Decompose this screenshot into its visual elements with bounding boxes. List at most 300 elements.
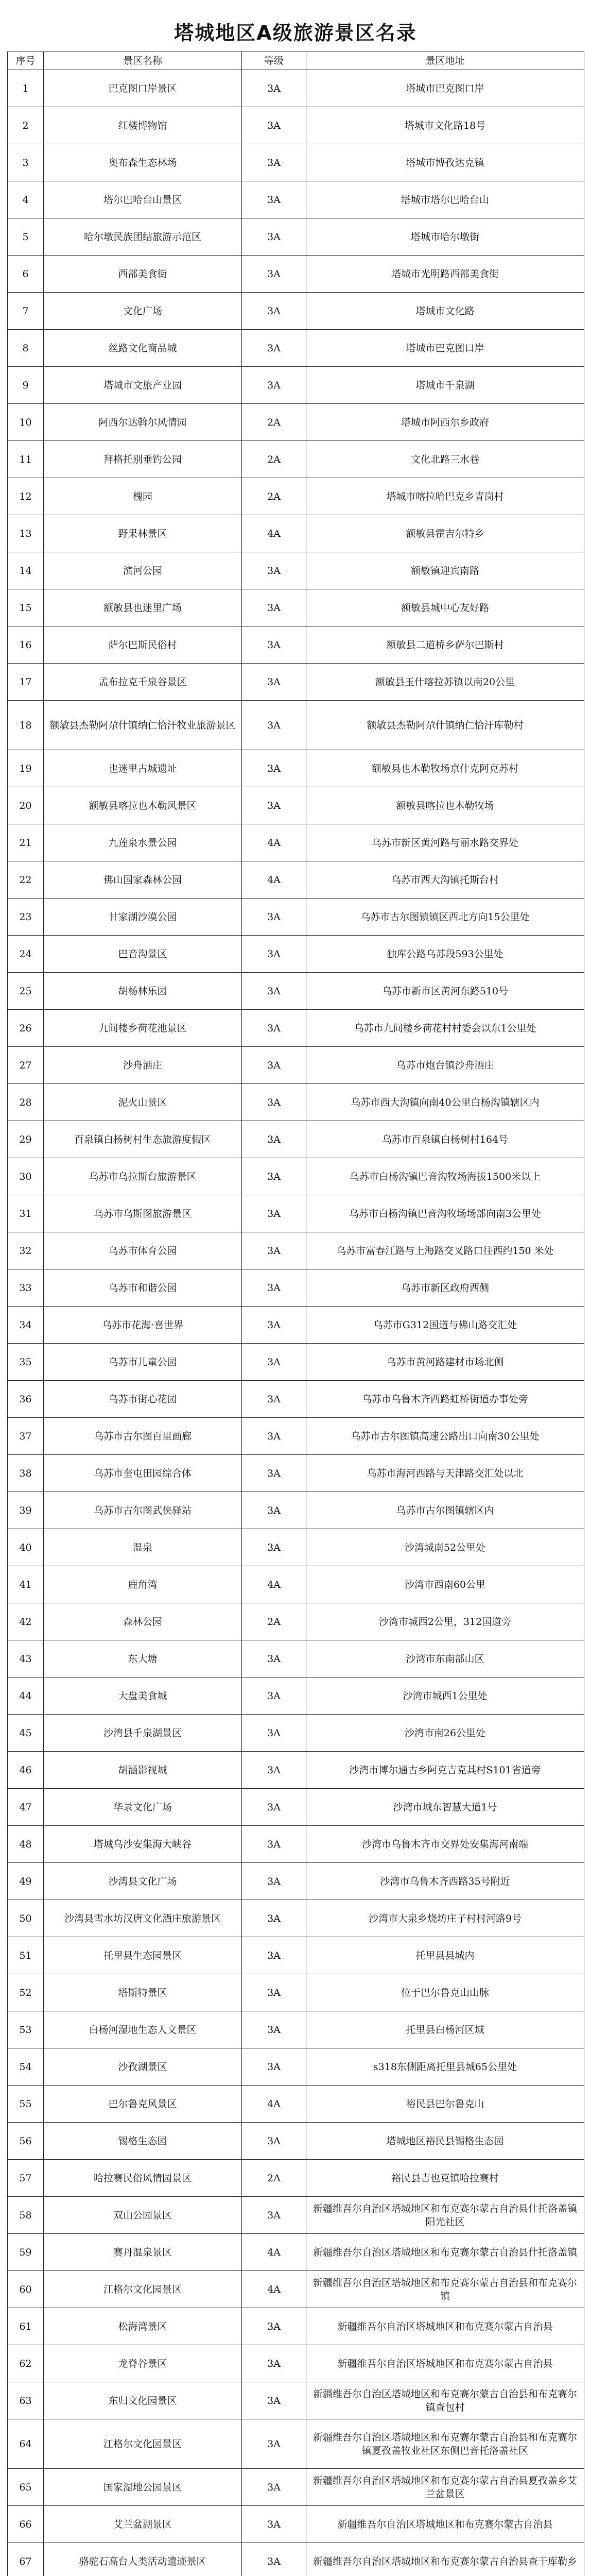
cell-address: 托里县白杨河区域 xyxy=(306,2011,584,2048)
cell-address: 乌苏市黄河路建材市场北侧 xyxy=(306,1344,584,1381)
cell-address: 新疆维吾尔自治区塔城地区和布克赛尔蒙古自治县查干库勒乡 xyxy=(306,2543,584,2576)
cell-address: 裕民县吉也克镇哈拉赛村 xyxy=(306,2160,584,2197)
cell-address: 裕民县巴尔鲁克山 xyxy=(306,2086,584,2123)
cell-no: 14 xyxy=(8,552,44,589)
cell-name: 额敏县喀拉也木勒风景区 xyxy=(44,787,242,824)
cell-name: 沙孜湖景区 xyxy=(44,2048,242,2086)
table-row xyxy=(8,70,584,107)
cell-address: 塔城市塔尔巴哈台山 xyxy=(306,181,584,218)
cell-level: 2A xyxy=(242,404,306,441)
cell-address: 乌苏市海河西路与天津路交汇处以北 xyxy=(306,1455,584,1492)
table-row xyxy=(8,515,584,552)
cell-level: 3A xyxy=(242,2197,306,2234)
table-row xyxy=(8,2469,584,2506)
table-row xyxy=(8,2419,584,2469)
cell-address: 额敏县杰勒阿尕什镇纳仁恰汗库勒村 xyxy=(306,701,584,750)
cell-name: 江格尔文化园景区 xyxy=(44,2419,242,2469)
cell-level: 3A xyxy=(242,899,306,936)
table-row xyxy=(8,1863,584,1900)
cell-name: 九莲泉水景公园 xyxy=(44,824,242,861)
cell-name: 泥火山景区 xyxy=(44,1084,242,1121)
cell-address: 塔城市文化路18号 xyxy=(306,107,584,144)
cell-address: 乌苏市白杨沟镇巴音沟牧场海拔1500米以上 xyxy=(306,1158,584,1195)
cell-name: 乌苏市儿童公园 xyxy=(44,1344,242,1381)
cell-name: 巴音沟景区 xyxy=(44,936,242,973)
cell-address: 沙湾市南26公里处 xyxy=(306,1715,584,1752)
cell-name: 森林公园 xyxy=(44,1603,242,1640)
cell-address: 额敏县喀拉也木勒牧场 xyxy=(306,787,584,824)
cell-address: 额敏县二道桥乡萨尔巴斯村 xyxy=(306,626,584,664)
cell-address: 乌苏市白杨沟镇巴音沟牧场场部向南3公里处 xyxy=(306,1195,584,1232)
cell-address: 乌苏市新市区黄河东路510号 xyxy=(306,973,584,1010)
table-row xyxy=(8,861,584,899)
cell-no: 10 xyxy=(8,404,44,441)
cell-address: 沙湾市城西1公里处 xyxy=(306,1677,584,1715)
cell-name: 大盘美食城 xyxy=(44,1677,242,1715)
cell-address: 新疆维吾尔自治区塔城地区和布克赛尔蒙古自治县和布克赛尔镇 xyxy=(306,2271,584,2308)
cell-no: 34 xyxy=(8,1307,44,1344)
cell-address: 塔城市巴克图口岸 xyxy=(306,330,584,367)
table-row xyxy=(8,1084,584,1121)
cell-no: 25 xyxy=(8,973,44,1010)
table-row xyxy=(8,626,584,664)
cell-address: 乌苏市新区黄河路与丽水路交界处 xyxy=(306,824,584,861)
cell-level: 3A xyxy=(242,1195,306,1232)
table-row xyxy=(8,1715,584,1752)
cell-address: 沙湾市博尔通古乡阿克吉克其村S101省道旁 xyxy=(306,1752,584,1789)
cell-level: 3A xyxy=(242,330,306,367)
table-row xyxy=(8,181,584,218)
table-row xyxy=(8,973,584,1010)
table-row xyxy=(8,1195,584,1232)
cell-level: 3A xyxy=(242,552,306,589)
cell-no: 2 xyxy=(8,107,44,144)
cell-name: 沙湾县文化广场 xyxy=(44,1863,242,1900)
cell-no: 23 xyxy=(8,899,44,936)
cell-level: 3A xyxy=(242,1047,306,1084)
cell-level: 3A xyxy=(242,787,306,824)
cell-no: 3 xyxy=(8,144,44,181)
cell-name: 塔城市文旅产业园 xyxy=(44,367,242,404)
cell-level: 3A xyxy=(242,107,306,144)
column-header-address: 景区地址 xyxy=(306,52,584,70)
cell-no: 12 xyxy=(8,478,44,515)
cell-no: 42 xyxy=(8,1603,44,1640)
cell-name: 孟布拉克千泉谷景区 xyxy=(44,664,242,701)
cell-no: 66 xyxy=(8,2506,44,2543)
cell-no: 29 xyxy=(8,1121,44,1158)
cell-level: 3A xyxy=(242,256,306,293)
table-row xyxy=(8,1269,584,1307)
table-row xyxy=(8,1455,584,1492)
table-row xyxy=(8,441,584,478)
table-row xyxy=(8,2160,584,2197)
table-row xyxy=(8,899,584,936)
table-row xyxy=(8,107,584,144)
cell-name: 华录文化广场 xyxy=(44,1789,242,1826)
cell-level: 4A xyxy=(242,2271,306,2308)
table-row xyxy=(8,1900,584,1937)
cell-no: 44 xyxy=(8,1677,44,1715)
cell-name: 阿西尔达斡尔风情园 xyxy=(44,404,242,441)
cell-level: 3A xyxy=(242,1640,306,1677)
cell-level: 4A xyxy=(242,2234,306,2271)
table-row xyxy=(8,218,584,256)
cell-name: 东归文化园景区 xyxy=(44,2382,242,2419)
cell-address: 乌苏市古尔图镇辖区内 xyxy=(306,1492,584,1529)
cell-no: 24 xyxy=(8,936,44,973)
cell-level: 3A xyxy=(242,144,306,181)
cell-level: 3A xyxy=(242,1826,306,1863)
cell-level: 3A xyxy=(242,2506,306,2543)
cell-name: 乌苏市古尔图百里画廊 xyxy=(44,1418,242,1455)
table-row xyxy=(8,404,584,441)
table-row xyxy=(8,2271,584,2308)
cell-no: 11 xyxy=(8,441,44,478)
cell-level: 3A xyxy=(242,1789,306,1826)
table-header-row xyxy=(8,52,584,70)
cell-no: 43 xyxy=(8,1640,44,1677)
cell-no: 52 xyxy=(8,1974,44,2011)
cell-name: 胡涵影视城 xyxy=(44,1752,242,1789)
cell-no: 67 xyxy=(8,2543,44,2576)
cell-name: 额敏县也迷里广场 xyxy=(44,589,242,626)
table-row xyxy=(8,1640,584,1677)
cell-address: 独库公路乌苏段593公里处 xyxy=(306,936,584,973)
cell-no: 51 xyxy=(8,1937,44,1974)
cell-level: 4A xyxy=(242,1566,306,1603)
cell-address: 乌苏市古尔图镇镇区西北方向15公里处 xyxy=(306,899,584,936)
table-row xyxy=(8,2308,584,2345)
column-header-name: 景区名称 xyxy=(44,52,242,70)
cell-name: 野果林景区 xyxy=(44,515,242,552)
cell-no: 19 xyxy=(8,750,44,787)
table-row xyxy=(8,1418,584,1455)
cell-level: 3A xyxy=(242,589,306,626)
table-row xyxy=(8,824,584,861)
table-row xyxy=(8,2543,584,2576)
cell-level: 3A xyxy=(242,1937,306,1974)
cell-name: 艾兰盆湖景区 xyxy=(44,2506,242,2543)
cell-name: 托里县生态园景区 xyxy=(44,1937,242,1974)
table-row xyxy=(8,2123,584,2160)
cell-no: 39 xyxy=(8,1492,44,1529)
cell-address: 额敏县玉什喀拉苏镇以南20公里 xyxy=(306,664,584,701)
table-row xyxy=(8,1010,584,1047)
cell-name: 白杨河湿地生态人文景区 xyxy=(44,2011,242,2048)
cell-no: 16 xyxy=(8,626,44,664)
cell-address: 新疆维吾尔自治区塔城地区和布克赛尔蒙古自治县 xyxy=(306,2308,584,2345)
cell-level: 2A xyxy=(242,2160,306,2197)
cell-name: 塔城乌沙安集海大峡谷 xyxy=(44,1826,242,1863)
cell-address: 塔城市千泉湖 xyxy=(306,367,584,404)
cell-name: 萨尔巴斯民俗村 xyxy=(44,626,242,664)
cell-no: 57 xyxy=(8,2160,44,2197)
cell-name: 槐园 xyxy=(44,478,242,515)
cell-no: 53 xyxy=(8,2011,44,2048)
table-row xyxy=(8,1381,584,1418)
cell-name: 滨河公园 xyxy=(44,552,242,589)
cell-level: 3A xyxy=(242,1010,306,1047)
cell-no: 26 xyxy=(8,1010,44,1047)
cell-address: 沙湾市大泉乡烧坊庄子村村河路9号 xyxy=(306,1900,584,1937)
cell-no: 20 xyxy=(8,787,44,824)
table-row xyxy=(8,1566,584,1603)
cell-no: 8 xyxy=(8,330,44,367)
cell-name: 东大塘 xyxy=(44,1640,242,1677)
cell-no: 7 xyxy=(8,293,44,330)
cell-no: 15 xyxy=(8,589,44,626)
table-row xyxy=(8,367,584,404)
cell-level: 3A xyxy=(242,218,306,256)
cell-address: 额敏镇迎宾南路 xyxy=(306,552,584,589)
cell-no: 61 xyxy=(8,2308,44,2345)
cell-address: 新疆维吾尔自治区塔城地区和布克赛尔蒙古自治县 xyxy=(306,2345,584,2382)
cell-level: 3A xyxy=(242,2543,306,2576)
cell-name: 红楼博物馆 xyxy=(44,107,242,144)
cell-address: 沙湾市城西2公里，312国道旁 xyxy=(306,1603,584,1640)
cell-level: 3A xyxy=(242,1863,306,1900)
cell-level: 3A xyxy=(242,1492,306,1529)
cell-address: 新疆维吾尔自治区塔城地区和布克赛尔蒙古自治县什托洛盖镇阳光社区 xyxy=(306,2197,584,2234)
table-row xyxy=(8,2197,584,2234)
table-row xyxy=(8,1603,584,1640)
cell-address: 新疆维吾尔自治区塔城地区和布克赛尔蒙古自治县什托洛盖镇 xyxy=(306,2234,584,2271)
page-title: 塔城地区A级旅游景区名录 xyxy=(174,22,417,44)
cell-no: 35 xyxy=(8,1344,44,1381)
cell-address: 新疆维吾尔自治区塔城地区和布克赛尔蒙古自治县 xyxy=(306,2506,584,2543)
cell-address: 乌苏市富春江路与上海路交叉路口往西约150 米处 xyxy=(306,1232,584,1269)
cell-level: 4A xyxy=(242,824,306,861)
cell-no: 47 xyxy=(8,1789,44,1826)
cell-no: 6 xyxy=(8,256,44,293)
cell-address: 沙湾市西南60公里 xyxy=(306,1566,584,1603)
cell-name: 乌苏市乌斯图旅游景区 xyxy=(44,1195,242,1232)
cell-no: 54 xyxy=(8,2048,44,2086)
cell-no: 49 xyxy=(8,1863,44,1900)
cell-no: 22 xyxy=(8,861,44,899)
table-row xyxy=(8,2234,584,2271)
cell-address: 位于巴尔鲁克山山脉 xyxy=(306,1974,584,2011)
cell-level: 3A xyxy=(242,1121,306,1158)
cell-name: 额敏县杰勒阿尕什镇纳仁恰汗牧业旅游景区 xyxy=(44,701,242,750)
cell-level: 3A xyxy=(242,2308,306,2345)
cell-name: 江格尔文化园景区 xyxy=(44,2271,242,2308)
cell-address: 额敏县也木勒牧场京什克阿克苏村 xyxy=(306,750,584,787)
table-row xyxy=(8,1047,584,1084)
cell-address: 乌苏市新区政府西侧 xyxy=(306,1269,584,1307)
cell-address: 塔城市文化路 xyxy=(306,293,584,330)
cell-name: 乌苏市街心花园 xyxy=(44,1381,242,1418)
cell-no: 60 xyxy=(8,2271,44,2308)
table-row xyxy=(8,1937,584,1974)
cell-no: 31 xyxy=(8,1195,44,1232)
cell-level: 3A xyxy=(242,1381,306,1418)
table-row xyxy=(8,552,584,589)
cell-no: 9 xyxy=(8,367,44,404)
cell-address: 额敏县霍吉尔特乡 xyxy=(306,515,584,552)
cell-no: 33 xyxy=(8,1269,44,1307)
cell-address: 乌苏市古尔图镇高速公路出口向南30公里处 xyxy=(306,1418,584,1455)
table-row xyxy=(8,2345,584,2382)
cell-level: 3A xyxy=(242,1269,306,1307)
table-row xyxy=(8,1121,584,1158)
cell-level: 3A xyxy=(242,367,306,404)
cell-address: 乌苏市G312国道与佛山路交汇处 xyxy=(306,1307,584,1344)
table-row xyxy=(8,1492,584,1529)
cell-name: 哈拉赛民俗风情园景区 xyxy=(44,2160,242,2197)
cell-level: 3A xyxy=(242,2345,306,2382)
cell-no: 4 xyxy=(8,181,44,218)
table-row xyxy=(8,330,584,367)
cell-address: 乌苏市西大沟镇托斯台村 xyxy=(306,861,584,899)
cell-level: 3A xyxy=(242,701,306,750)
scenic-area-table xyxy=(7,52,584,2576)
cell-name: 沙湾县雪水坊汉唐文化酒庄旅游景区 xyxy=(44,1900,242,1937)
cell-no: 18 xyxy=(8,701,44,750)
cell-address: 乌苏市九间楼乡荷花村村委会以东1公里处 xyxy=(306,1010,584,1047)
cell-level: 4A xyxy=(242,515,306,552)
cell-level: 2A xyxy=(242,441,306,478)
cell-name: 锡格生态园 xyxy=(44,2123,242,2160)
table-row xyxy=(8,701,584,750)
cell-level: 3A xyxy=(242,1974,306,2011)
cell-level: 3A xyxy=(242,70,306,107)
cell-level: 3A xyxy=(242,293,306,330)
cell-address: 塔城市阿西尔乡政府 xyxy=(306,404,584,441)
cell-name: 双山公园景区 xyxy=(44,2197,242,2234)
cell-level: 3A xyxy=(242,2419,306,2469)
cell-no: 38 xyxy=(8,1455,44,1492)
cell-no: 36 xyxy=(8,1381,44,1418)
cell-no: 1 xyxy=(8,70,44,107)
cell-level: 3A xyxy=(242,1307,306,1344)
cell-level: 2A xyxy=(242,478,306,515)
cell-address: 沙湾市乌鲁木齐市交界处安集海河南端 xyxy=(306,1826,584,1863)
cell-level: 3A xyxy=(242,1418,306,1455)
cell-name: 甘家湖沙漠公园 xyxy=(44,899,242,936)
table-row xyxy=(8,1158,584,1195)
table-body xyxy=(8,70,584,2576)
table-row xyxy=(8,2382,584,2419)
cell-level: 4A xyxy=(242,861,306,899)
table-row xyxy=(8,787,584,824)
cell-no: 65 xyxy=(8,2469,44,2506)
cell-name: 温泉 xyxy=(44,1529,242,1566)
column-header-no: 序号 xyxy=(8,52,44,70)
cell-address: 托里县县城内 xyxy=(306,1937,584,1974)
table-row xyxy=(8,256,584,293)
cell-no: 50 xyxy=(8,1900,44,1937)
cell-name: 百泉镇白杨树村生态旅游度假区 xyxy=(44,1121,242,1158)
cell-name: 佛山国家森林公园 xyxy=(44,861,242,899)
table-row xyxy=(8,2086,584,2123)
table-row xyxy=(8,1752,584,1789)
cell-level: 3A xyxy=(242,1529,306,1566)
cell-no: 5 xyxy=(8,218,44,256)
cell-level: 3A xyxy=(242,1084,306,1121)
table-row xyxy=(8,750,584,787)
cell-address: 塔城市光明路西部美食街 xyxy=(306,256,584,293)
cell-no: 40 xyxy=(8,1529,44,1566)
cell-no: 46 xyxy=(8,1752,44,1789)
cell-no: 45 xyxy=(8,1715,44,1752)
cell-name: 鹿角湾 xyxy=(44,1566,242,1603)
cell-level: 3A xyxy=(242,1677,306,1715)
cell-address: 塔城市博孜达克镇 xyxy=(306,144,584,181)
cell-name: 拜格托别垂钓公园 xyxy=(44,441,242,478)
cell-level: 3A xyxy=(242,1455,306,1492)
cell-name: 也迷里古城遗址 xyxy=(44,750,242,787)
cell-no: 63 xyxy=(8,2382,44,2419)
table-row xyxy=(8,293,584,330)
cell-name: 乌苏市和谐公园 xyxy=(44,1269,242,1307)
cell-level: 2A xyxy=(242,1603,306,1640)
cell-no: 32 xyxy=(8,1232,44,1269)
table-row xyxy=(8,1529,584,1566)
cell-name: 文化广场 xyxy=(44,293,242,330)
table-row xyxy=(8,664,584,701)
cell-address: 额敏县城中心友好路 xyxy=(306,589,584,626)
table-row xyxy=(8,1232,584,1269)
table-row xyxy=(8,589,584,626)
cell-level: 3A xyxy=(242,2382,306,2419)
cell-name: 赛丹温泉景区 xyxy=(44,2234,242,2271)
cell-name: 沙舟酒庄 xyxy=(44,1047,242,1084)
table-row xyxy=(8,144,584,181)
cell-address: 乌苏市西大沟镇向南40公里白杨沟镇辖区内 xyxy=(306,1084,584,1121)
cell-no: 30 xyxy=(8,1158,44,1195)
table-row xyxy=(8,936,584,973)
cell-address: 乌苏市乌鲁木齐西路虹桥街道办事处旁 xyxy=(306,1381,584,1418)
cell-address: 塔城市喀拉哈巴克乡青岗村 xyxy=(306,478,584,515)
cell-level: 3A xyxy=(242,626,306,664)
cell-level: 3A xyxy=(242,2011,306,2048)
cell-name: 乌苏市古尔图武侠驿站 xyxy=(44,1492,242,1529)
cell-name: 松海湾景区 xyxy=(44,2308,242,2345)
cell-level: 3A xyxy=(242,1158,306,1195)
cell-level: 3A xyxy=(242,1232,306,1269)
table-row xyxy=(8,1307,584,1344)
cell-level: 3A xyxy=(242,664,306,701)
table-row xyxy=(8,478,584,515)
cell-address: 沙湾市东南部山区 xyxy=(306,1640,584,1677)
cell-no: 64 xyxy=(8,2419,44,2469)
cell-no: 55 xyxy=(8,2086,44,2123)
cell-no: 13 xyxy=(8,515,44,552)
table-row xyxy=(8,1789,584,1826)
table-row xyxy=(8,1677,584,1715)
cell-no: 58 xyxy=(8,2197,44,2234)
cell-name: 龙脊谷景区 xyxy=(44,2345,242,2382)
cell-name: 哈尔墩民族团结旅游示范区 xyxy=(44,218,242,256)
cell-address: s318东侧距离托里县城65公里处 xyxy=(306,2048,584,2086)
cell-no: 48 xyxy=(8,1826,44,1863)
cell-name: 国家湿地公园景区 xyxy=(44,2469,242,2506)
cell-address: 沙湾城南52公里处 xyxy=(306,1529,584,1566)
cell-address: 新疆维吾尔自治区塔城地区和布克赛尔蒙古自治县和布克赛尔镇查包村 xyxy=(306,2382,584,2419)
cell-level: 3A xyxy=(242,1715,306,1752)
cell-address: 沙湾市乌鲁木齐西路35号附近 xyxy=(306,1863,584,1900)
cell-no: 21 xyxy=(8,824,44,861)
table-row xyxy=(8,1826,584,1863)
cell-address: 文化北路三水巷 xyxy=(306,441,584,478)
cell-name: 胡杨林乐园 xyxy=(44,973,242,1010)
cell-address: 沙湾市城东智慧大道1号 xyxy=(306,1789,584,1826)
table-row xyxy=(8,2506,584,2543)
cell-no: 62 xyxy=(8,2345,44,2382)
cell-name: 奥布森生态林场 xyxy=(44,144,242,181)
